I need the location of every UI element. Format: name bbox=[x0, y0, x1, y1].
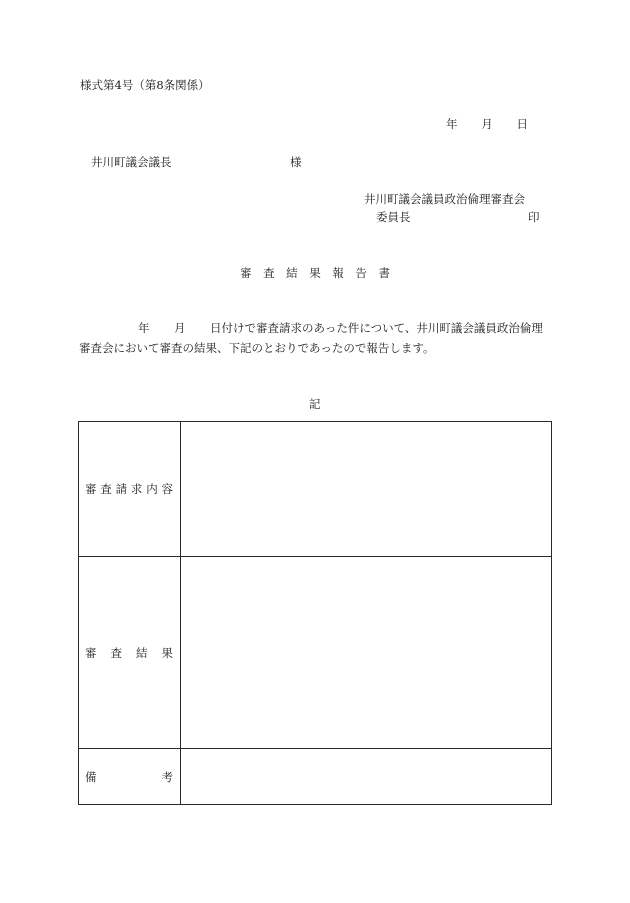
review-result-value-cell[interactable] bbox=[181, 557, 552, 749]
review-request-value-cell[interactable] bbox=[181, 422, 552, 557]
title-char: 書 bbox=[378, 266, 390, 280]
table-row bbox=[79, 749, 552, 805]
date-line bbox=[446, 119, 528, 131]
form-number: 様式第4号（第8条関係） bbox=[80, 78, 210, 92]
sender-title: 委員長 bbox=[376, 210, 411, 224]
title-char: 告 bbox=[355, 266, 367, 280]
date-month-label: 月 bbox=[481, 117, 493, 131]
review-result-label: 審 査 結 果 bbox=[85, 645, 173, 660]
ki-heading: 記 bbox=[309, 397, 321, 411]
addressee-honorific: 様 bbox=[290, 155, 302, 169]
date-year-label: 年 bbox=[446, 117, 458, 131]
body-month-label: 月 bbox=[174, 321, 186, 335]
document-title bbox=[240, 268, 390, 280]
title-char: 報 bbox=[332, 266, 344, 280]
remarks-value-cell[interactable] bbox=[181, 749, 552, 805]
sender-organization: 井川町議会議員政治倫理審査会 bbox=[364, 192, 525, 206]
remarks-label: 備 考 bbox=[85, 769, 173, 784]
body-year-label: 年 bbox=[138, 321, 150, 335]
table-row bbox=[79, 422, 552, 557]
table-row bbox=[79, 557, 552, 749]
body-line-2: 審査会において審査の結果、下記のとおりであったので報告します。 bbox=[79, 341, 435, 355]
review-result-label-cell bbox=[79, 557, 181, 749]
seal-mark: 印 bbox=[528, 210, 540, 224]
body-line-1: 日付けで審査請求のあった件について、井川町議会議員政治倫理 bbox=[210, 321, 543, 335]
review-request-label: 審 査 請 求 内 容 bbox=[85, 482, 173, 496]
title-char: 結 bbox=[286, 266, 298, 280]
remarks-label-cell bbox=[79, 749, 181, 805]
title-char: 審 bbox=[240, 266, 252, 280]
title-char: 査 bbox=[263, 266, 275, 280]
title-char: 果 bbox=[309, 266, 321, 280]
addressee-name: 井川町議会議長 bbox=[91, 155, 172, 169]
review-request-label-cell bbox=[79, 422, 181, 557]
report-table bbox=[78, 421, 552, 805]
date-day-label: 日 bbox=[516, 117, 528, 131]
